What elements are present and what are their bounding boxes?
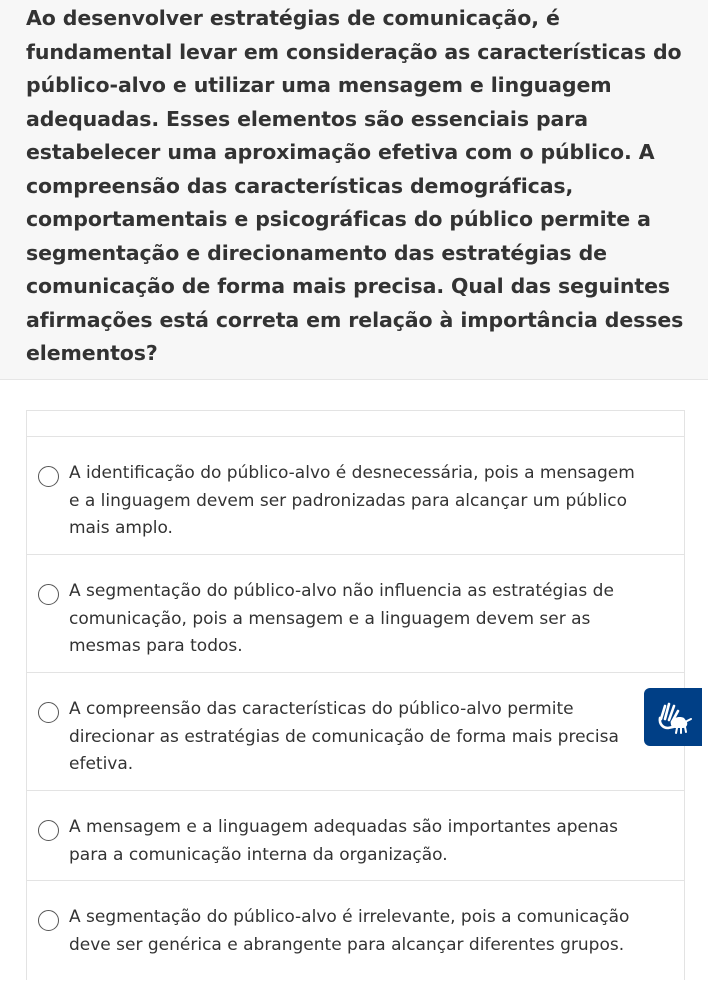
answer-option-2[interactable] [27, 555, 684, 673]
option-line: deve ser genérica e abrangente para alcançar diferentes grupos. [69, 934, 625, 955]
option-line: comunicação, pois a mensagem e a linguagem devem ser as [69, 608, 591, 629]
question-header [0, 0, 708, 380]
question-line: estabelecer uma aproximação efetiva com o público. A [26, 140, 655, 164]
radio-button-option-3[interactable] [38, 702, 59, 723]
sign-language-hands-icon [653, 697, 693, 737]
option-line: para a comunicação interna da organização. [69, 844, 448, 865]
sign-language-accessibility-button[interactable] [644, 688, 702, 746]
question-line: segmentação e direcionamento das estratégias de [26, 240, 607, 265]
option-line: A mensagem e a linguagem adequadas são importantes apenas [69, 817, 619, 837]
question-line: adequadas. Esses elementos são essenciais para [26, 106, 589, 131]
question-text [26, 2, 690, 371]
question-line: público-alvo e utilizar uma mensagem e linguagem [26, 73, 612, 97]
radio-button-option-5[interactable] [38, 910, 59, 931]
question-line: afirmações está correta em relação à importância desses [26, 307, 684, 332]
answer-options-card [26, 410, 685, 980]
radio-button-option-2[interactable] [38, 584, 59, 605]
option-line: A compreensão das características do público-alvo permite [69, 699, 574, 719]
question-line: comunicação de forma mais precisa. Qual das seguintes [26, 274, 671, 298]
answer-option-5[interactable] [27, 881, 684, 1001]
question-line: fundamental levar em consideração as características do [26, 39, 682, 64]
answer-option-4[interactable] [27, 791, 684, 881]
option-line: e a linguagem devem ser padronizadas para alcançar um público [69, 490, 628, 511]
option-line: A segmentação do público-alvo é irrelevante, pois a comunicação [69, 907, 630, 927]
radio-button-option-1[interactable] [38, 466, 59, 487]
option-text [69, 460, 660, 543]
question-line: Ao desenvolver estratégias de comunicação, é [26, 6, 560, 30]
question-line: compreensão das características demográficas, [26, 173, 574, 198]
card-top-strip [27, 411, 684, 437]
option-line: efetiva. [69, 754, 134, 774]
answer-option-3[interactable] [27, 673, 684, 791]
option-line: A identificação do público-alvo é desnecessária, pois a mensagem [69, 463, 635, 483]
option-text [69, 814, 660, 869]
option-line: mesmas para todos. [69, 636, 243, 656]
radio-button-option-4[interactable] [38, 820, 59, 841]
option-line: mais amplo. [69, 518, 173, 538]
option-text [69, 904, 660, 959]
question-line: elementos? [26, 341, 158, 365]
option-line: A segmentação do público-alvo não influencia as estratégias de [69, 581, 614, 601]
option-text [69, 696, 660, 779]
option-text [69, 578, 660, 661]
option-line: direcionar as estratégias de comunicação de forma mais precisa [69, 726, 619, 747]
question-line: comportamentais e psicográficas do público permite a [26, 207, 651, 231]
answer-option-1[interactable] [27, 437, 684, 555]
